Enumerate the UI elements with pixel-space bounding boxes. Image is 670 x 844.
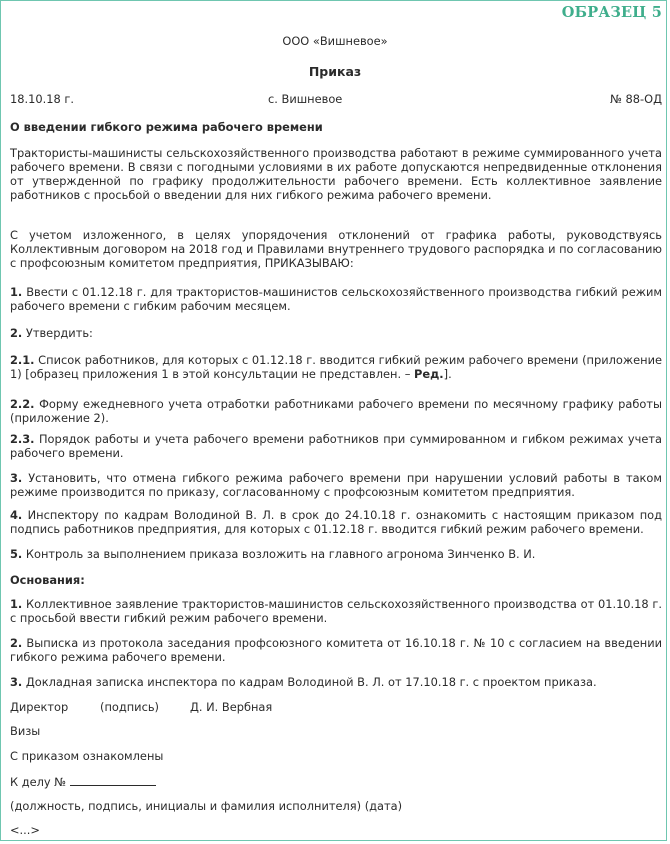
file-number-blank — [70, 774, 156, 786]
item-number: 2. — [10, 326, 23, 340]
order-date: 18.10.18 г. — [10, 92, 74, 106]
visas-label: Визы — [10, 724, 41, 738]
sample-tag: ОБРАЗЕЦ 5 — [561, 4, 662, 21]
organization-name: ООО «Вишневое» — [282, 34, 388, 48]
order-place: с. Вишневое — [268, 92, 343, 106]
ground-1 — [10, 597, 662, 625]
item-text: Порядок работы и учета рабочего времени работников при суммированном и гибком режимах учета рабочего времени. — [10, 432, 662, 460]
item-number: 2.1. — [10, 353, 35, 367]
ground-text: Докладная записка инспектора по кадрам Володиной В. Л. от 17.10.18 г. с проектом приказа. — [25, 675, 597, 689]
ground-number: 1. — [10, 597, 23, 611]
order-item-5 — [10, 547, 662, 561]
order-item-2-2 — [10, 397, 662, 425]
intro-paragraph-1: Трактористы-машинисты сельскохозяйственного производства работают в режиме суммированного учета рабочего времени. В связи с погодными условиями в их работе допускаются непредвиденные отклонения от утвержденной по графику продолжительности рабочего времени. Есть коллективное заявление работников с просьбой о введении для них гибкого режима рабочего времени. — [10, 146, 662, 202]
item-text: Ввести с 01.12.18 г. для трактористов-машинистов сельскохозяйственного производства гибкий режим рабочего времени с гибким рабочим месяцем. — [10, 285, 663, 313]
ground-number: 3. — [10, 675, 23, 689]
item-number: 5. — [10, 547, 23, 561]
item-number: 1. — [10, 285, 23, 299]
item-text: Инспектору по кадрам Володиной В. Л. в срок до 24.10.18 г. ознакомить с настоящим приказом под подпись работников предприятия, для которых с 01.12.18 г. вводится гибкий режим рабочего времени. — [10, 508, 662, 536]
order-item-2 — [10, 326, 662, 340]
item-text: Контроль за выполнением приказа возложить на главного агронома Зинченко В. И. — [25, 547, 536, 561]
document-title: Приказ — [308, 64, 362, 79]
signature-position: Директор — [10, 700, 69, 714]
item-number: 2.3. — [10, 432, 35, 446]
item-number: 4. — [10, 508, 23, 522]
item-text-end: ]. — [443, 367, 452, 381]
executor-line: (должность, подпись, инициалы и фамилия исполнителя) (дата) — [10, 799, 403, 813]
item-number: 2.2. — [10, 397, 35, 411]
item-text: Список работников, для которых с 01.12.18 г. вводится гибкий режим рабочего времени (приложение 1) [образец приложения 1 в этой консультации не представлен. – — [10, 353, 662, 381]
signature-row — [10, 700, 662, 716]
order-item-2-3 — [10, 432, 662, 460]
item-text: Форму ежедневного учета отработки работниками рабочего времени по месячному графику работы (приложение 2). — [10, 397, 663, 425]
signature-sign: (подпись) — [100, 700, 160, 714]
order-number: № 88-ОД — [610, 92, 662, 106]
ground-text: Коллективное заявление трактористов-машинистов сельскохозяйственного производства от 01.10.18 г. с просьбой ввести гибкий режим рабочего времени. — [10, 597, 663, 625]
ground-number: 2. — [10, 636, 23, 650]
order-item-4 — [10, 508, 662, 536]
order-item-2-1 — [10, 353, 662, 381]
ground-2 — [10, 636, 662, 664]
ground-3 — [10, 675, 662, 689]
order-item-3 — [10, 471, 662, 499]
order-item-1 — [10, 285, 662, 313]
intro-paragraph-2: С учетом изложенного, в целях упорядочения отклонений от графика работы, руководствуясь Коллективным договором на 2018 год и Правилами внутреннего трудового распорядка и по согласованию с профсоюзным комитетом предприятия, ПРИКАЗЫВАЮ: — [10, 228, 662, 270]
ground-text: Выписка из протокола заседания профсоюзного комитета от 16.10.18 г. № 10 с согласием на введении гибкого режима рабочего времени. — [10, 636, 663, 664]
order-subject: О введении гибкого режима рабочего времени — [10, 120, 323, 134]
order-meta — [10, 92, 662, 108]
omission-mark: <...> — [10, 823, 40, 837]
signature-name: Д. И. Вербная — [190, 700, 273, 714]
acquainted-label: С приказом ознакомлены — [10, 749, 164, 763]
grounds-heading: Основания: — [10, 573, 85, 587]
editor-note: Ред. — [414, 367, 444, 381]
item-text: Утвердить: — [25, 326, 93, 340]
to-file-line — [10, 774, 156, 789]
item-text: Установить, что отмена гибкого режима рабочего времени при нарушении условий работы в таком режиме производится по приказу, согласованному с профсоюзным комитетом предприятия. — [10, 471, 662, 499]
to-file-label: К делу № — [10, 775, 67, 789]
item-number: 3. — [10, 471, 23, 485]
